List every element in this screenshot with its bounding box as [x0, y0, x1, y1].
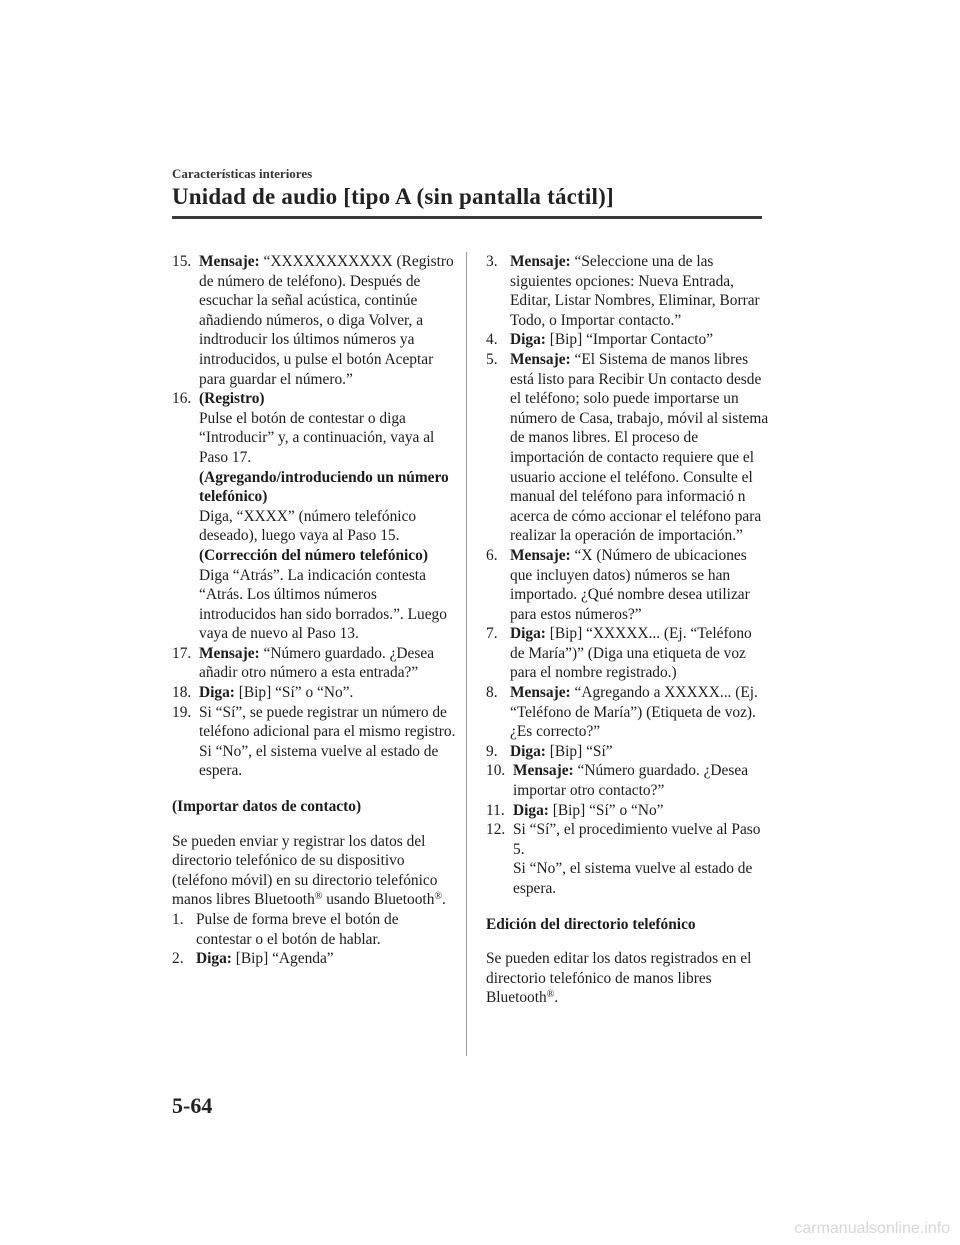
registered-mark: ®: [546, 989, 555, 1001]
step-number: 2.: [172, 950, 184, 968]
step-11: [486, 801, 770, 821]
right-column: [486, 252, 770, 1008]
registered-mark: ®: [314, 891, 323, 903]
step-text: “El Sistema de manos libres está listo para Recibir Un contacto desde el teléfono; solo puede importarse un número de Casa, trabajo, móvil al sistema de manos libres. El proceso de importación de contacto requiere que el usuario accione el teléfono. Consulte el manual del teléfono para informació n acerca de cómo accionar el teléfono para realizar la operación de importación.”: [510, 350, 769, 545]
step-label: Mensaje:: [510, 546, 571, 564]
step-1: [172, 910, 456, 949]
step-5: [486, 350, 770, 546]
step-18: [172, 683, 456, 703]
step-label: Mensaje:: [510, 350, 571, 368]
step-label: Diga:: [196, 950, 232, 968]
registered-mark: ®: [434, 891, 443, 903]
step-label: Mensaje:: [199, 253, 260, 270]
step-number: 4.: [486, 331, 498, 349]
step-2: [172, 949, 456, 969]
header-rule: [172, 216, 762, 219]
step-17: [172, 644, 456, 683]
import-paragraph: [172, 832, 456, 910]
watermark: carmanualsonline.info: [794, 1220, 950, 1237]
step-9: [486, 742, 770, 762]
step-number: 6.: [486, 546, 498, 564]
step-number: 1.: [172, 911, 184, 928]
step-number: 7.: [486, 625, 498, 643]
step-number: 17.: [172, 644, 192, 662]
left-column: [172, 252, 456, 969]
step-text: Diga, “XXXX” (número telefónico deseado), luego vaya al Paso 15.: [199, 507, 417, 545]
step-16: [172, 389, 456, 644]
step-3: [486, 252, 770, 330]
step-label: Diga:: [510, 331, 546, 349]
step-label: Mensaje:: [513, 762, 574, 780]
step-text: Si “Sí”, se puede registrar un número de teléfono adicional para el mismo registro.: [199, 703, 456, 741]
page-number: 5-64: [172, 1093, 213, 1118]
step-label: Mensaje:: [199, 644, 260, 662]
step-number: 11.: [486, 801, 505, 819]
step-number: 12.: [486, 821, 506, 839]
step-8: [486, 683, 770, 742]
step-number: 9.: [486, 742, 498, 760]
step-label: Diga:: [510, 742, 546, 760]
step-text: “Número guardado. ¿Desea añadir otro número a esta entrada?”: [199, 644, 435, 682]
edit-text: Se pueden editar los datos registrados en el directorio telefónico de manos libres Bluetooth: [486, 950, 752, 1007]
step-text: “Agregando a XXXXX... (Ej. “Teléfono de María”) (Etiqueta de voz). ¿Es correcto?”: [510, 684, 758, 741]
step-subheading: (Corrección del número telefónico): [199, 546, 428, 564]
step-label: Mensaje:: [510, 253, 571, 270]
step-subheading: (Registro): [199, 390, 265, 408]
step-6: [486, 546, 770, 624]
edit-paragraph: [486, 949, 770, 1008]
step-number: 5.: [486, 350, 498, 368]
edit-text: .: [554, 989, 559, 1007]
step-text: Si “No”, el sistema vuelve al estado de espera.: [513, 860, 753, 897]
page-title: Unidad de audio [tipo A (sin pantalla táctil)]: [172, 184, 614, 209]
step-15: [172, 252, 456, 389]
step-text: Si “No”, el sistema vuelve al estado de espera.: [199, 742, 439, 780]
step-number: 8.: [486, 684, 498, 702]
step-number: 3.: [486, 253, 498, 270]
import-text: Se pueden enviar y registrar los datos del directorio telefónico de su dispositivo (teléfono móvil) en su directorio telefónico manos libres Bluetooth: [172, 832, 438, 909]
step-number: 10.: [486, 762, 506, 780]
step-text: Diga “Atrás”. La indicación contesta “Atrás. Los últimos números introducidos han sido borrados.”. Luego vaya de nuevo al Paso 13.: [199, 566, 447, 643]
step-number: 18.: [172, 684, 192, 702]
import-text: usando Bluetooth: [322, 891, 435, 909]
column-divider: [466, 252, 467, 1056]
step-text: [Bip] “Sí”: [545, 742, 613, 760]
import-heading: (Importar datos de contacto): [172, 798, 362, 816]
step-text: “X (Número de ubicaciones que incluyen datos) números se han importado. ¿Qué nombre desea utilizar para estos números?”: [510, 546, 750, 623]
step-number: 15.: [172, 253, 192, 270]
step-text: “Seleccione una de las siguientes opciones: Nueva Entrada, Editar, Listar Nombres, Eliminar, Borrar Todo, o Importar contacto.”: [510, 253, 760, 329]
section-label: Características interiores: [172, 166, 313, 181]
step-4: [486, 330, 770, 350]
step-label: Diga:: [510, 625, 546, 643]
step-number: 19.: [172, 703, 192, 721]
step-text: “Número guardado. ¿Desea importar otro contacto?”: [513, 762, 749, 800]
step-text: Pulse de forma breve el botón de contestar o el botón de hablar.: [196, 911, 399, 948]
step-7: [486, 624, 770, 683]
step-10: [486, 761, 770, 800]
step-text: Si “Sí”, el procedimiento vuelve al Paso 5.: [513, 821, 761, 858]
step-text: [Bip] “Sí” o “No”.: [234, 684, 354, 702]
step-text: [Bip] “XXXXX... (Ej. “Teléfono de María”)” (Diga una etiqueta de voz para el nombre registrado.): [510, 625, 752, 682]
step-text: [Bip] “Importar Contacto”: [545, 331, 714, 349]
step-12: [486, 820, 770, 898]
step-number: 16.: [172, 390, 192, 408]
step-subheading: (Agregando/introduciendo un número telefónico): [199, 468, 449, 506]
step-19: [172, 703, 456, 781]
step-text: [Bip] “Sí” o “No”: [548, 801, 664, 819]
step-label: Diga:: [513, 801, 549, 819]
step-text: “XXXXXXXXXXX (Registro de número de teléfono). Después de escuchar la señal acústica, continúe añadiendo números, o diga Volver, a indtroducir los últimos números ya introducidos, u pulse el botón Aceptar para guardar el número.”: [199, 253, 454, 388]
import-text: .: [442, 891, 446, 909]
step-label: Diga:: [199, 684, 235, 702]
edit-heading: Edición del directorio telefónico: [486, 915, 696, 933]
step-text: Pulse el botón de contestar o diga “Introducir” y, a continuación, vaya al Paso 17.: [199, 409, 435, 466]
step-text: [Bip] “Agenda”: [231, 950, 334, 968]
step-label: Mensaje:: [510, 684, 571, 702]
